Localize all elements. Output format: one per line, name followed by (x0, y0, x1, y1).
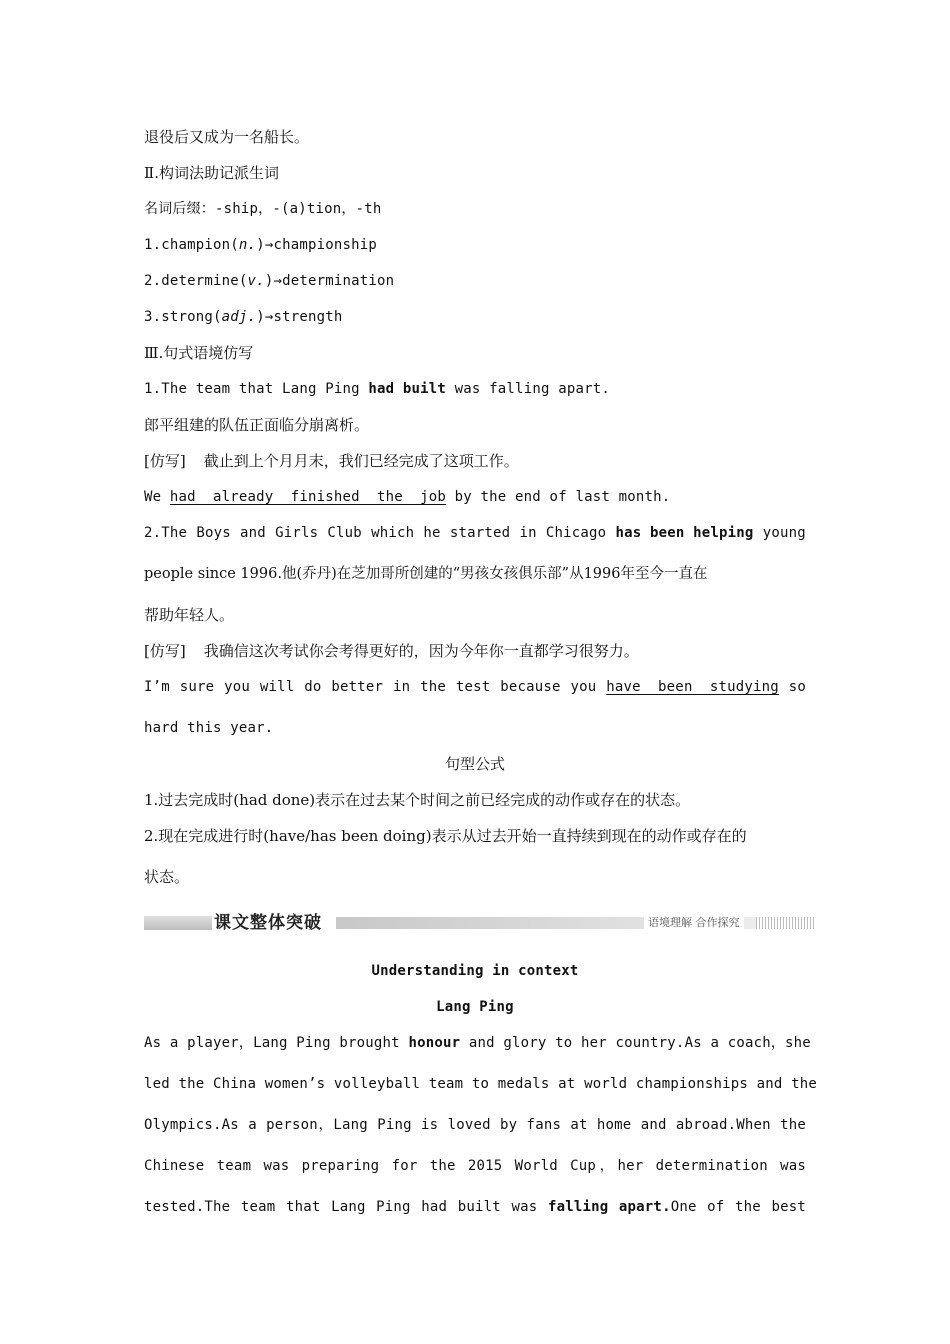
banner-title: 课文整体突破 (214, 913, 322, 933)
formula-heading: 句型公式 (444, 755, 505, 773)
paragraph-line: tested.The team that Lang Ping had built was falling apart.One of the best (144, 1199, 806, 1215)
example-sentence: 1.The team that Lang Ping had built was falling apart. (144, 381, 610, 397)
imitation-answer: We had already finished the job by the end of last month. (144, 489, 671, 505)
text-line: 状态。 (144, 868, 190, 886)
imitation-prompt: [仿写] 我确信这次考试你会考得更好的，因为今年你一直都学习很努力。 (144, 642, 639, 660)
answer-blank: have been studying (606, 679, 779, 695)
text-line: hard this year. (144, 720, 274, 736)
paragraph-line: As a player，Lang Ping brought honour and glory to her country.As a coach，she (144, 1035, 811, 1051)
derivation-item: 2.determine(v.)→determination (144, 273, 395, 289)
reading-title: Lang Ping (436, 999, 514, 1015)
translation: 郎平组建的队伍正面临分崩离析。 (144, 416, 370, 434)
paragraph-line: led the China women’s volleyball team to medals at world championships and the (144, 1076, 818, 1092)
derivation-item: 1.champion(n.)→championship (144, 237, 377, 253)
section-heading: Ⅱ.构词法助记派生词 (144, 164, 279, 182)
section-heading: Ⅲ.句式语境仿写 (144, 344, 254, 362)
banner-tag: 语境理解 合作探究 (644, 913, 744, 933)
text-line: people since 1996.他(乔丹)在芝加哥所创建的“男孩女孩俱乐部”从1996年至今一直在 (144, 566, 708, 582)
suffix-rule: 名词后缀：-ship，-(a)tion，-th (144, 201, 382, 217)
paragraph-line: Chinese team was preparing for the 2015 World Cup，her determination was (144, 1158, 806, 1174)
text-line: 退役后又成为一名船长。 (144, 128, 310, 146)
section-banner (144, 910, 814, 936)
formula-item: 2.现在完成进行时(have/has been doing)表示从过去开始一直持续到现在的动作或存在的 (144, 827, 747, 845)
imitation-prompt: [仿写] 截止到上个月月末，我们已经完成了这项工作。 (144, 452, 519, 470)
derivation-item: 3.strong(adj.)→strength (144, 309, 343, 325)
example-sentence: 2.The Boys and Girls Club which he started in Chicago has been helping young (144, 525, 806, 541)
answer-blank: had already finished the job (169, 489, 447, 505)
formula-item: 1.过去完成时(had done)表示在过去某个时间之前已经完成的动作或存在的状态。 (144, 791, 691, 809)
banner-stripes (756, 917, 814, 929)
reading-heading: Understanding in context (371, 963, 579, 979)
text-line: 帮助年轻人。 (144, 606, 235, 624)
imitation-answer: I’m sure you will do better in the test because you have been studying so (144, 676, 806, 698)
banner-bar (144, 916, 212, 930)
paragraph-line: Olympics.As a person，Lang Ping is loved by fans at home and abroad.When the (144, 1117, 806, 1133)
